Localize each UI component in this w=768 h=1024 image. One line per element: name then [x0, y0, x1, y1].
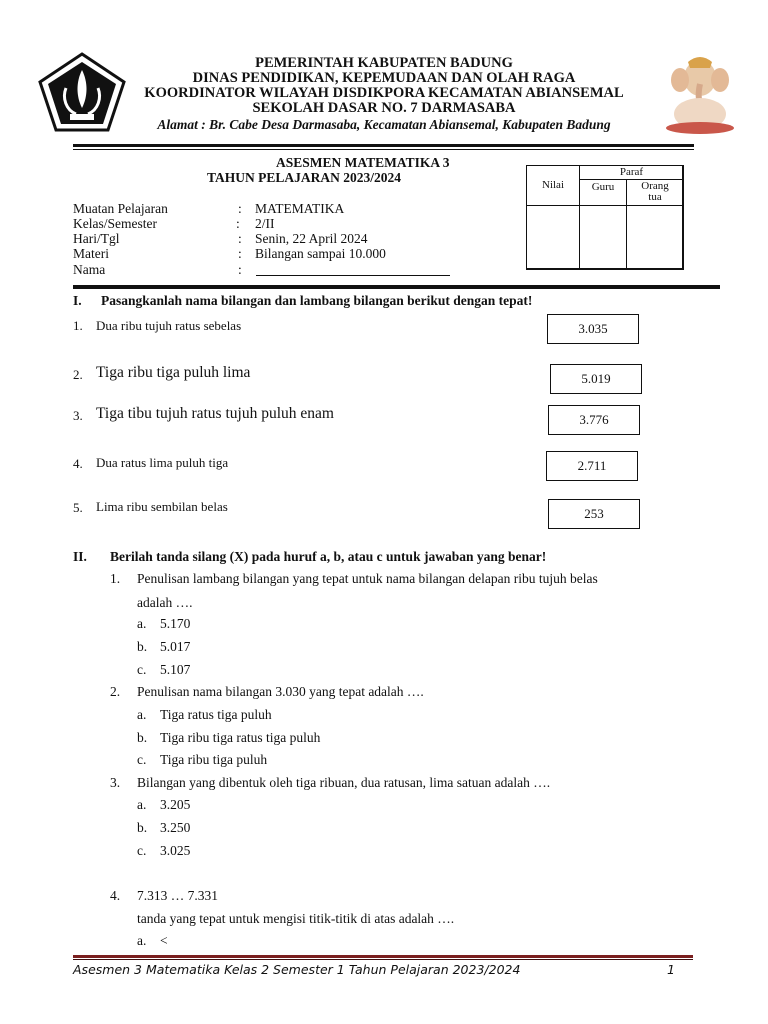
- s2-q2-option-b-letter[interactable]: b.: [137, 730, 148, 745]
- section2-title: Berilah tanda silang (X) pada huruf a, b, atau c untuk jawaban yang benar!: [110, 549, 547, 564]
- s1-box-3[interactable]: 3.776: [548, 405, 640, 435]
- s2-q4-line2: tanda yang tepat untuk mengisi titik-titik di atas adalah ….: [137, 911, 455, 926]
- s1-q4-text: Dua ratus lima puluh tiga: [96, 455, 229, 470]
- class-colon: :: [236, 216, 240, 231]
- header-department: DINAS PENDIDIKAN, KEPEMUDAAN DAN OLAH RAGA: [192, 70, 576, 86]
- signature-table: [526, 165, 683, 269]
- s2-q1-option-c-letter[interactable]: c.: [137, 662, 147, 677]
- footer-rule-bottom: [73, 959, 693, 960]
- s1-q2-number: 2.: [73, 367, 83, 382]
- s1-box-5[interactable]: 253: [548, 499, 640, 529]
- nilai-cell: [526, 205, 580, 270]
- s1-box-2[interactable]: 5.019: [550, 364, 642, 394]
- s2-q2-option-c-letter[interactable]: c.: [137, 752, 147, 767]
- s1-q5-text: Lima ribu sembilan belas: [96, 499, 228, 514]
- header-school-name: SEKOLAH DASAR NO. 7 DARMASABA: [252, 100, 516, 116]
- date-label: Hari/Tgl: [73, 231, 120, 246]
- s1-q1-text: Dua ribu tujuh ratus sebelas: [96, 318, 242, 333]
- academic-year: TAHUN PELAJARAN 2023/2024: [207, 170, 402, 185]
- orang-tua-header: [626, 179, 684, 206]
- material-colon: :: [238, 246, 242, 261]
- header-divider-thin: [73, 149, 694, 150]
- section1-title: Pasangkanlah nama bilangan dan lambang bilangan berikut dengan tepat!: [101, 293, 533, 308]
- name-input-line[interactable]: [256, 275, 450, 276]
- s2-q1-option-b: 5.017: [160, 639, 191, 654]
- s2-q3-option-a-letter[interactable]: a.: [137, 797, 147, 812]
- exam-title: ASESMEN MATEMATIKA 3: [276, 155, 450, 170]
- s2-q2-number: 2.: [110, 684, 121, 699]
- material-label: Materi: [73, 246, 109, 261]
- subject-label: Muatan Pelajaran: [73, 201, 168, 216]
- s2-q2-line1: Penulisan nama bilangan 3.030 yang tepat adalah ….: [137, 684, 424, 699]
- nilai-header: Nilai: [526, 165, 580, 206]
- s1-box-4[interactable]: 2.711: [546, 451, 638, 481]
- class-label: Kelas/Semester: [73, 216, 157, 231]
- date-colon: :: [238, 231, 242, 246]
- identity-divider: [73, 285, 720, 289]
- footer-rule-top: [73, 955, 693, 958]
- header-divider-thick: [73, 144, 694, 147]
- s2-q4-number: 4.: [110, 888, 121, 903]
- s2-q3-option-b: 3.250: [160, 820, 191, 835]
- header-address: Alamat : Br. Cabe Desa Darmasaba, Kecamatan Abiansemal, Kabupaten Badung: [157, 117, 611, 132]
- s1-box-1[interactable]: 3.035: [547, 314, 639, 344]
- header-government: PEMERINTAH KABUPATEN BADUNG: [255, 55, 513, 71]
- s1-q5-number: 5.: [73, 500, 83, 515]
- s2-q1-number: 1.: [110, 571, 121, 586]
- page-number: 1: [667, 962, 675, 977]
- section2-number: II.: [73, 549, 87, 564]
- s2-q3-number: 3.: [110, 775, 121, 790]
- header-coordinator: KOORDINATOR WILAYAH DISDIKPORA KECAMATAN ABIANSEMAL: [144, 85, 624, 101]
- s1-q4-number: 4.: [73, 456, 83, 471]
- s2-q4-line1: 7.313 … 7.331: [137, 888, 218, 903]
- orang-tua-line1: Orang: [641, 180, 669, 192]
- s2-q1-line1: Penulisan lambang bilangan yang tepat untuk nama bilangan delapan ribu tujuh belas: [137, 571, 598, 586]
- s2-q1-option-a-letter[interactable]: a.: [137, 616, 147, 631]
- material-value: Bilangan sampai 10.000: [255, 246, 386, 261]
- orang-tua-line2: tua: [648, 191, 662, 203]
- s2-q4-option-a: <: [160, 933, 168, 948]
- s2-q4-option-a-letter[interactable]: a.: [137, 933, 147, 948]
- s2-q3-line1: Bilangan yang dibentuk oleh tiga ribuan, dua ratusan, lima satuan adalah ….: [137, 775, 551, 790]
- s2-q2-option-a-letter[interactable]: a.: [137, 707, 147, 722]
- paraf-header: Paraf: [579, 165, 684, 180]
- s1-q3-number: 3.: [73, 408, 83, 423]
- guru-header: Guru: [579, 179, 627, 206]
- s1-q3-text: Tiga tibu tujuh ratus tujuh puluh enam: [96, 405, 334, 422]
- class-value: 2/II: [255, 216, 275, 231]
- s2-q2-option-c: Tiga ribu tiga puluh: [160, 752, 268, 767]
- s2-q3-option-c-letter[interactable]: c.: [137, 843, 147, 858]
- s2-q1-option-a: 5.170: [160, 616, 191, 631]
- s1-q1-number: 1.: [73, 318, 83, 333]
- s2-q2-option-a: Tiga ratus tiga puluh: [160, 707, 272, 722]
- s2-q1-line2: adalah ….: [137, 595, 193, 610]
- s1-q2-text: Tiga ribu tiga puluh lima: [96, 364, 251, 381]
- name-colon: :: [238, 262, 242, 277]
- s2-q1-option-b-letter[interactable]: b.: [137, 639, 148, 654]
- subject-colon: :: [238, 201, 242, 216]
- section1-number: I.: [73, 293, 82, 308]
- s2-q3-option-a: 3.205: [160, 797, 191, 812]
- s2-q1-option-c: 5.107: [160, 662, 191, 677]
- guru-signature-cell: [579, 205, 627, 270]
- footer-text: Asesmen 3 Matematika Kelas 2 Semester 1 Tahun Pelajaran 2023/2024: [73, 962, 521, 977]
- subject-value: MATEMATIKA: [255, 201, 345, 216]
- parent-signature-cell: [626, 205, 684, 270]
- s2-q3-option-b-letter[interactable]: b.: [137, 820, 148, 835]
- name-label: Nama: [73, 262, 106, 277]
- date-value: Senin, 22 April 2024: [255, 231, 368, 246]
- s2-q3-option-c: 3.025: [160, 843, 191, 858]
- s2-q2-option-b: Tiga ribu tiga ratus tiga puluh: [160, 730, 321, 745]
